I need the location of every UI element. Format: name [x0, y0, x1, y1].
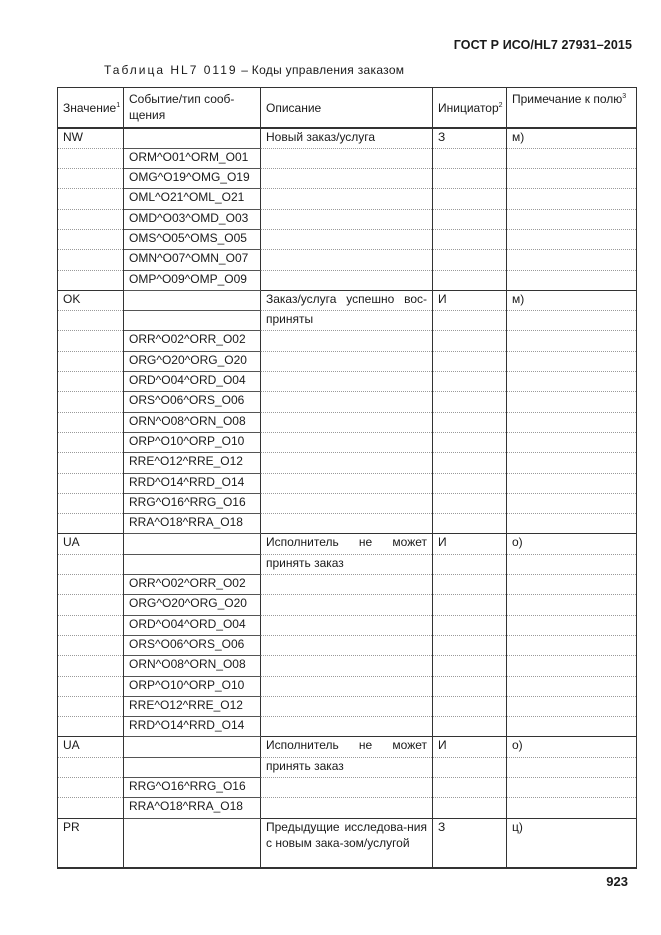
cell-note: м)	[507, 290, 637, 310]
cell-note: ц)	[507, 818, 637, 868]
cell-value	[58, 757, 124, 777]
cell-description	[261, 392, 433, 412]
cell-initiator: З	[433, 128, 507, 148]
cell-note	[507, 270, 637, 290]
cell-initiator	[433, 514, 507, 534]
table-caption	[104, 63, 404, 77]
cell-note	[507, 209, 637, 229]
cell-event	[124, 757, 261, 777]
cell-event: RRE^O12^RRE_O12	[124, 696, 261, 716]
column-header-value: Значение$^1$	[58, 88, 124, 129]
cell-initiator	[433, 493, 507, 513]
cell-event: ORG^O20^ORG_O20	[124, 351, 261, 371]
cell-description	[261, 575, 433, 595]
cell-note	[507, 473, 637, 493]
table-row	[58, 392, 637, 412]
cell-event: OML^O21^OML_O21	[124, 189, 261, 209]
table-row	[58, 656, 637, 676]
cell-value	[58, 676, 124, 696]
cell-value	[58, 331, 124, 351]
cell-event: RRE^O12^RRE_O12	[124, 453, 261, 473]
cell-initiator	[433, 635, 507, 655]
cell-event: RRD^O14^RRD_O14	[124, 717, 261, 737]
cell-initiator	[433, 270, 507, 290]
table-row	[58, 148, 637, 168]
cell-initiator	[433, 595, 507, 615]
cell-initiator	[433, 473, 507, 493]
cell-note	[507, 351, 637, 371]
cell-description	[261, 493, 433, 513]
cell-note	[507, 169, 637, 189]
cell-initiator	[433, 412, 507, 432]
cell-initiator	[433, 148, 507, 168]
cell-description	[261, 372, 433, 392]
cell-value	[58, 392, 124, 412]
cell-note	[507, 493, 637, 513]
cell-event	[124, 128, 261, 148]
cell-value: NW	[58, 128, 124, 148]
cell-event: OMN^O07^OMN_O07	[124, 250, 261, 270]
cell-description	[261, 696, 433, 716]
table-row	[58, 209, 637, 229]
cell-note	[507, 331, 637, 351]
cell-note	[507, 514, 637, 534]
table-row	[58, 575, 637, 595]
table-row	[58, 331, 637, 351]
cell-value	[58, 717, 124, 737]
cell-initiator	[433, 311, 507, 331]
cell-value	[58, 696, 124, 716]
cell-note: о)	[507, 737, 637, 757]
table-row	[58, 473, 637, 493]
cell-initiator	[433, 757, 507, 777]
table-row	[58, 412, 637, 432]
cell-initiator	[433, 453, 507, 473]
cell-description	[261, 331, 433, 351]
cell-value	[58, 656, 124, 676]
cell-description	[261, 778, 433, 798]
cell-event	[124, 290, 261, 310]
cell-value	[58, 798, 124, 818]
cell-description: принять заказ	[261, 757, 433, 777]
cell-note	[507, 778, 637, 798]
cell-note	[507, 148, 637, 168]
cell-initiator	[433, 250, 507, 270]
table-row	[58, 778, 637, 798]
cell-description	[261, 270, 433, 290]
cell-description	[261, 676, 433, 696]
cell-value: UA	[58, 534, 124, 554]
cell-value	[58, 270, 124, 290]
page-number: 923	[606, 874, 628, 889]
cell-initiator	[433, 778, 507, 798]
cell-value	[58, 148, 124, 168]
cell-initiator	[433, 331, 507, 351]
cell-description	[261, 656, 433, 676]
cell-note	[507, 412, 637, 432]
cell-initiator	[433, 189, 507, 209]
cell-description: Исполнитель не может	[261, 737, 433, 757]
cell-event	[124, 818, 261, 868]
cell-note	[507, 798, 637, 818]
cell-description	[261, 595, 433, 615]
table-row	[58, 432, 637, 452]
cell-description: Предыдущие исследова-ния с новым зака-зом/услугой	[261, 818, 433, 868]
cell-value	[58, 189, 124, 209]
cell-initiator	[433, 372, 507, 392]
cell-note	[507, 372, 637, 392]
cell-description	[261, 229, 433, 249]
cell-note	[507, 311, 637, 331]
cell-description: Новый заказ/услуга	[261, 128, 433, 148]
cell-note	[507, 595, 637, 615]
cell-event: RRG^O16^RRG_O16	[124, 778, 261, 798]
order-control-codes-table	[57, 87, 637, 869]
cell-initiator	[433, 229, 507, 249]
table-row	[58, 757, 637, 777]
cell-event: ORP^O10^ORP_O10	[124, 432, 261, 452]
table-row	[58, 737, 637, 757]
table-caption-title: – Коды управления заказом	[241, 63, 405, 77]
cell-value	[58, 412, 124, 432]
cell-initiator	[433, 554, 507, 574]
table-row	[58, 717, 637, 737]
table-row	[58, 595, 637, 615]
cell-initiator	[433, 717, 507, 737]
cell-note: о)	[507, 534, 637, 554]
cell-note	[507, 229, 637, 249]
cell-initiator: И	[433, 737, 507, 757]
cell-initiator	[433, 432, 507, 452]
cell-initiator	[433, 209, 507, 229]
cell-description	[261, 473, 433, 493]
cell-event: RRA^O18^RRA_O18	[124, 798, 261, 818]
cell-value	[58, 229, 124, 249]
cell-event: ORM^O01^ORM_O01	[124, 148, 261, 168]
table-row	[58, 818, 637, 868]
table-row	[58, 798, 637, 818]
cell-note	[507, 615, 637, 635]
cell-initiator	[433, 615, 507, 635]
cell-description	[261, 148, 433, 168]
table-row	[58, 128, 637, 148]
cell-description	[261, 351, 433, 371]
table-row	[58, 311, 637, 331]
cell-initiator	[433, 392, 507, 412]
cell-value	[58, 554, 124, 574]
cell-value	[58, 635, 124, 655]
cell-description	[261, 798, 433, 818]
table-row	[58, 290, 637, 310]
cell-description	[261, 635, 433, 655]
cell-value	[58, 778, 124, 798]
cell-event: RRD^O14^RRD_O14	[124, 473, 261, 493]
cell-note	[507, 575, 637, 595]
table-caption-label: Таблица HL7 0119	[104, 63, 238, 77]
cell-initiator: И	[433, 534, 507, 554]
cell-note	[507, 696, 637, 716]
column-header-event: Событие/тип сооб-щения	[124, 88, 261, 129]
table-row	[58, 351, 637, 371]
table-row	[58, 169, 637, 189]
cell-value	[58, 209, 124, 229]
cell-value	[58, 493, 124, 513]
cell-value	[58, 432, 124, 452]
cell-description	[261, 432, 433, 452]
cell-event: OMG^O19^OMG_O19	[124, 169, 261, 189]
cell-event: OMP^O09^OMP_O09	[124, 270, 261, 290]
table-header-row	[58, 88, 637, 129]
cell-initiator	[433, 676, 507, 696]
cell-initiator	[433, 696, 507, 716]
cell-value: OK	[58, 290, 124, 310]
cell-initiator	[433, 656, 507, 676]
cell-event: ORS^O06^ORS_O06	[124, 392, 261, 412]
table-row	[58, 250, 637, 270]
table-row	[58, 534, 637, 554]
cell-initiator	[433, 351, 507, 371]
cell-note	[507, 250, 637, 270]
cell-value	[58, 372, 124, 392]
cell-note	[507, 453, 637, 473]
cell-value	[58, 311, 124, 331]
cell-note	[507, 392, 637, 412]
cell-event	[124, 534, 261, 554]
cell-note	[507, 717, 637, 737]
cell-event: ORR^O02^ORR_O02	[124, 575, 261, 595]
table-row	[58, 615, 637, 635]
table-row	[58, 514, 637, 534]
cell-value	[58, 514, 124, 534]
cell-description	[261, 514, 433, 534]
cell-description: принять заказ	[261, 554, 433, 574]
cell-note	[507, 189, 637, 209]
table-row	[58, 635, 637, 655]
cell-event: ORR^O02^ORR_O02	[124, 331, 261, 351]
cell-event: ORS^O06^ORS_O06	[124, 635, 261, 655]
cell-value	[58, 169, 124, 189]
cell-event: RRG^O16^RRG_O16	[124, 493, 261, 513]
cell-description	[261, 615, 433, 635]
cell-value	[58, 453, 124, 473]
cell-event	[124, 554, 261, 574]
cell-event	[124, 737, 261, 757]
cell-initiator	[433, 798, 507, 818]
cell-event: ORN^O08^ORN_O08	[124, 656, 261, 676]
cell-note: м)	[507, 128, 637, 148]
column-header-description: Описание	[261, 88, 433, 129]
cell-initiator: И	[433, 290, 507, 310]
table-row	[58, 453, 637, 473]
cell-description	[261, 189, 433, 209]
table-row	[58, 229, 637, 249]
cell-description	[261, 717, 433, 737]
cell-initiator	[433, 575, 507, 595]
cell-value	[58, 250, 124, 270]
cell-description	[261, 412, 433, 432]
cell-value	[58, 575, 124, 595]
table-row	[58, 189, 637, 209]
cell-description	[261, 453, 433, 473]
cell-event: RRA^O18^RRA_O18	[124, 514, 261, 534]
cell-description	[261, 169, 433, 189]
cell-note	[507, 432, 637, 452]
cell-note	[507, 635, 637, 655]
table-row	[58, 372, 637, 392]
cell-event: ORD^O04^ORD_O04	[124, 615, 261, 635]
cell-description: Исполнитель не может	[261, 534, 433, 554]
cell-description: Заказ/услуга успешно вос-	[261, 290, 433, 310]
table-row	[58, 493, 637, 513]
cell-value: PR	[58, 818, 124, 868]
cell-value	[58, 473, 124, 493]
table-body	[58, 128, 637, 868]
column-header-initiator: Инициатор$^2$	[433, 88, 507, 129]
table-row	[58, 554, 637, 574]
cell-event: OMS^O05^OMS_O05	[124, 229, 261, 249]
cell-event: ORP^O10^ORP_O10	[124, 676, 261, 696]
cell-description: приняты	[261, 311, 433, 331]
cell-value	[58, 595, 124, 615]
cell-event: ORG^O20^ORG_O20	[124, 595, 261, 615]
table-row	[58, 270, 637, 290]
table-row	[58, 676, 637, 696]
cell-initiator	[433, 169, 507, 189]
cell-event: OMD^O03^OMD_O03	[124, 209, 261, 229]
cell-description	[261, 209, 433, 229]
cell-event: ORD^O04^ORD_O04	[124, 372, 261, 392]
cell-value	[58, 615, 124, 635]
document-header: ГОСТ Р ИСО/HL7 27931–2015	[453, 38, 632, 52]
cell-value	[58, 351, 124, 371]
cell-event: ORN^O08^ORN_O08	[124, 412, 261, 432]
cell-note	[507, 554, 637, 574]
cell-description	[261, 250, 433, 270]
cell-event	[124, 311, 261, 331]
cell-value: UA	[58, 737, 124, 757]
table-row	[58, 696, 637, 716]
cell-note	[507, 676, 637, 696]
cell-initiator: З	[433, 818, 507, 868]
column-header-note: Примечание к полю$^3$	[507, 88, 637, 129]
cell-note	[507, 656, 637, 676]
cell-note	[507, 757, 637, 777]
